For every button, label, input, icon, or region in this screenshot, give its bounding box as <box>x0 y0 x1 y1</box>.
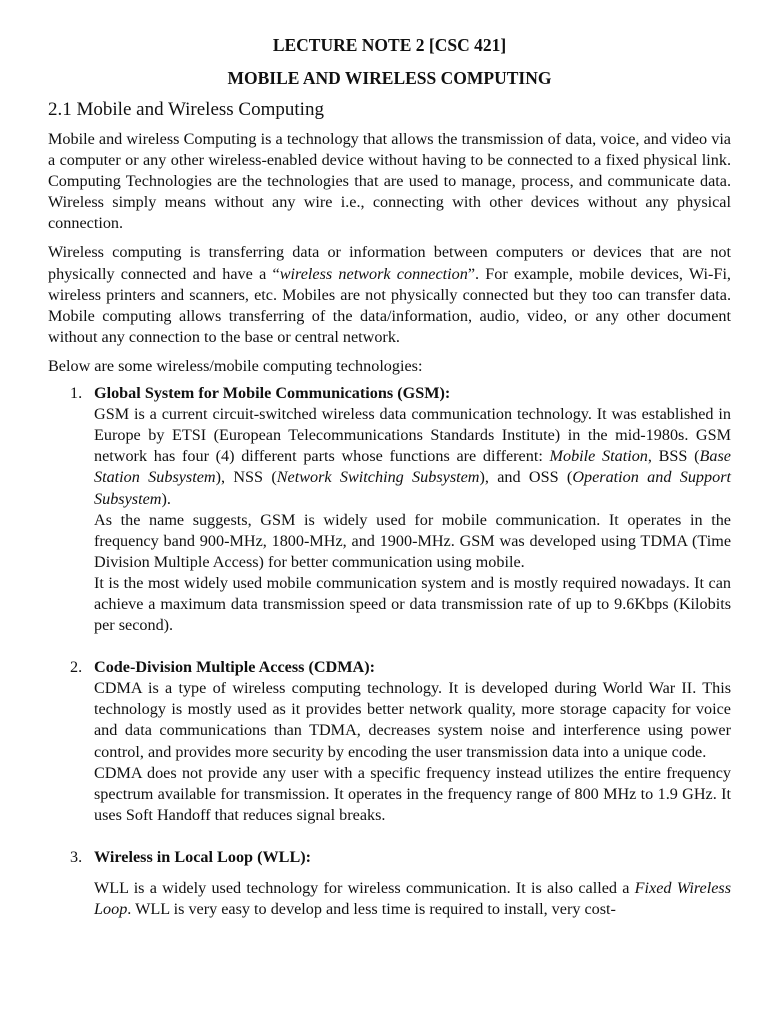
paragraph-text: ”. For example, mobile devices, Wi-Fi, wireless printers and scanners, etc. Mobiles are not physically connected but they too can transfer data. Mobile computing allows transferring of the data/information, audio, video, or any other document without any connection to the base or central network. <box>48 264 731 346</box>
paragraph-italic-text: wireless network connection <box>279 264 468 283</box>
list-item-paragraph: As the name suggests, GSM is widely used for mobile communication. It operates in the frequency band 900-MHz, 1800-MHz, and 1900-MHz. GSM was developed using TDMA (Time Division Multiple Access) for better communication using mobile. <box>94 510 731 571</box>
list-item-title: Wireless in Local Loop (WLL): <box>94 847 312 866</box>
paragraph-italic-text: Operation and Support Subsystem <box>94 468 732 508</box>
list-number: 2. <box>70 658 83 677</box>
paragraph-technologies-intro: Below are some wireless/mobile computing technologies: <box>48 356 423 375</box>
paragraph-italic-text: Base Station Subsystem <box>94 447 731 487</box>
paragraph-text: . WLL is very easy to develop and less time is required to install, very cost- <box>127 900 616 919</box>
paragraph-text: , BSS ( <box>647 447 700 466</box>
paragraph-text: GSM is a current circuit-switched wireless data communication technology. It was established in Europe by ETSI (European Telecommunications Standards Institute) in the mid-1980s. GSM network has four (4) different parts whose functions are different: <box>94 405 731 466</box>
list-number: 1. <box>70 384 83 403</box>
paragraph-text: ), NSS ( <box>215 468 277 487</box>
list-number: 3. <box>70 847 83 866</box>
paragraph-italic-text: Network Switching Subsystem <box>276 468 480 487</box>
list-item-gsm <box>48 383 731 636</box>
paragraph-italic-text: Mobile Station <box>549 447 648 466</box>
list-item-paragraph: It is the most widely used mobile communication system and is mostly required nowadays. It can achieve a maximum data transmission speed or data transmission rate of up to 9.6Kbps (Kilobits per second). <box>94 573 731 635</box>
paragraph-intro: Mobile and wireless Computing is a technology that allows the transmission of data, voice, and video via a computer or any other wireless-enabled device without having to be connected to a fixed physical link. Computing Technologies are the technologies that are used to manage, process, and communicate data. Wireless simply means without any wire i.e., connecting with other devices without any physical connection. <box>48 130 731 233</box>
list-item-wll <box>48 847 731 920</box>
paragraph-text: Wireless computing is transferring data or information between computers or devices that are not physically connected and have a “ <box>48 243 731 283</box>
technology-list <box>48 383 731 920</box>
list-item-title: Code-Division Multiple Access (CDMA): <box>94 658 375 677</box>
document-page <box>48 33 731 920</box>
lecture-subtitle: MOBILE AND WIRELESS COMPUTING <box>227 68 552 88</box>
paragraph-wireless-computing <box>48 242 731 347</box>
paragraph-text: ). <box>161 489 171 508</box>
list-spacer <box>48 636 731 657</box>
list-item-cdma <box>48 657 731 826</box>
list-item-paragraph: CDMA does not provide any user with a specific frequency instead utilizes the entire frequency spectrum available for transmission. It operates in the frequency range of 800 MHz to 1.9 GHz. It uses Soft Handoff that reduces signal breaks. <box>94 763 731 824</box>
paragraph-text: WLL is a widely used technology for wireless communication. It is also called a <box>94 879 635 897</box>
list-item-paragraph: CDMA is a type of wireless computing technology. It is developed during World War II. This technology is mostly used as it provides better network quality, more storage capacity for voice and data communications than TDMA, decreases system noise and interference using power control, and provides more security by encoding the user transmission data into a unique code. <box>94 679 731 761</box>
list-item-title: Global System for Mobile Communications (GSM): <box>94 384 451 403</box>
paragraph-text: ), and OSS ( <box>479 468 573 487</box>
paragraph-italic-text: Fixed Wireless Loop <box>94 879 731 919</box>
list-item-paragraph <box>94 878 731 920</box>
section-heading: 2.1 Mobile and Wireless Computing <box>48 99 324 120</box>
list-item-paragraph <box>94 404 731 509</box>
list-spacer <box>48 826 731 847</box>
list-title-gap <box>94 868 731 878</box>
lecture-title: LECTURE NOTE 2 [CSC 421] <box>272 35 507 55</box>
